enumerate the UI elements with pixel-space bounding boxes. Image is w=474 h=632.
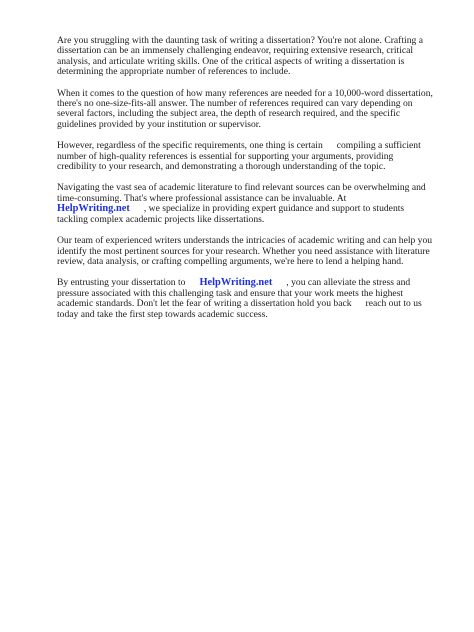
- paragraph-assistance-text-start: Navigating the vast sea of academic literature to find relevant sources can be overwhelming and time-consuming. That's where professional assistance can be invaluable. At: [57, 182, 426, 204]
- document-body: [57, 36, 433, 331]
- helpwriting-link-2[interactable]: HelpWriting.net: [199, 277, 273, 289]
- paragraph-closing-text-middle: , you can alleviate the stress and pressure associated with this challenging task and ensure that your work meets the highest academic standards. Don't let the fear of writing a dissertation hold you back: [57, 277, 411, 310]
- paragraph-requirements: [57, 141, 433, 172]
- paragraph-closing: [57, 278, 433, 320]
- paragraph-closing-text-start: By entrusting your dissertation to: [57, 277, 186, 289]
- paragraph-team: Our team of experienced writers understands the intricacies of academic writing and can help you identify the most pertinent sources for your research. Whether you need assistance with literature review, data analysis, or crafting compelling arguments, we're here to lend a helping hand.: [57, 235, 433, 267]
- paragraph-requirements-text-start: However, regardless of the specific requirements, one thing is certain: [57, 140, 323, 152]
- paragraph-closing-text-end: reach out to us today and take the first step towards academic success.: [57, 298, 422, 320]
- paragraph-assistance-text-end: , we specialize in providing expert guidance and support to students tackling complex academic projects like dissertations.: [57, 203, 405, 225]
- paragraph-references-question: When it comes to the question of how many references are needed for a 10,000-word dissertation, there's no one-size-fits-all answer. The number of references required can vary depending on several factors, including the subject area, the depth of research required, and the specific guidelines provided by your institution or supervisor.: [57, 87, 433, 130]
- paragraph-intro: Are you struggling with the daunting task of writing a dissertation? You're not alone. Crafting a dissertation can be an immensely challenging endeavor, requiring extensive research, critical analysis, and articulate writing skills. One of the critical aspects of writing a dissertation is determining the appropriate number of references to include.: [57, 35, 423, 78]
- helpwriting-link[interactable]: HelpWriting.net: [57, 203, 130, 215]
- paragraph-assistance: [57, 183, 433, 225]
- paragraph-requirements-text-end: compiling a sufficient number of high-quality references is essential for supporting your arguments, providing credibility to your research, and demonstrating a thorough understanding of the topic.: [57, 140, 421, 173]
